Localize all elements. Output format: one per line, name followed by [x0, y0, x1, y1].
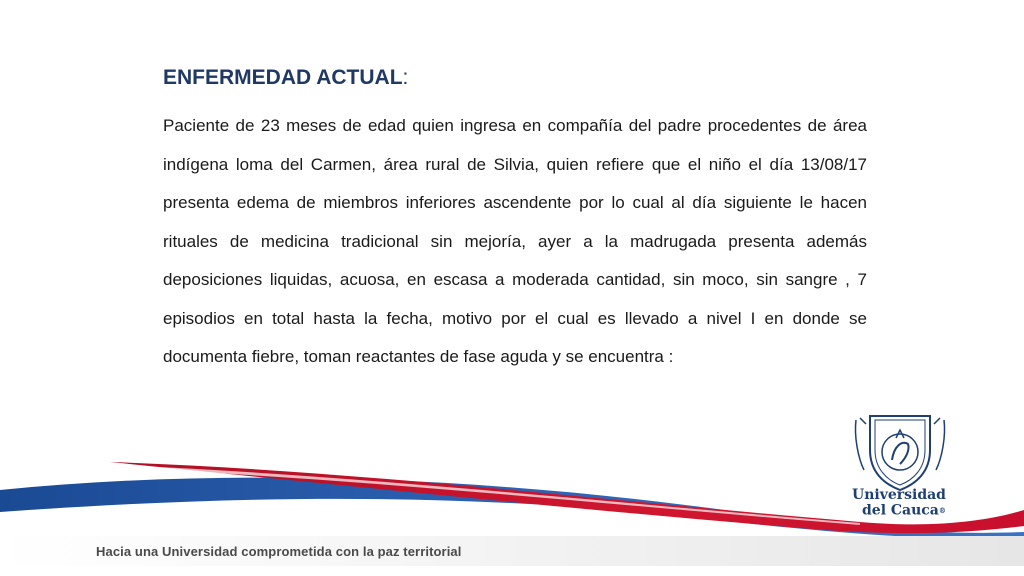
heading-title: ENFERMEDAD ACTUAL: [163, 66, 403, 89]
clinical-paragraph: Paciente de 23 meses de edad quien ingresa en compañía del padre procedentes de área indígena loma del Carmen, área rural de Silvia, quien refiere que el niño el día 13/08/17 presenta edema de miembros inferiores ascendente por lo cual al día siguiente le hacen rituales de medicina tradicional sin mejoría, ayer a la madrugada presenta además deposiciones liquidas, acuosa, en escasa a moderada cantidad, sin moco, sin sangre , 7 episodios en total hasta la fecha, motivo por el cual es llevado a nivel I en donde se documenta fiebre, toman reactantes de fase aguda y se encuentra :: [163, 116, 867, 366]
university-name-line2: del Cauca: [862, 502, 939, 519]
registered-mark: ®: [938, 506, 946, 515]
footer-slogan: Hacia una Universidad comprometida con la paz territorial: [96, 544, 462, 559]
heading-colon: :: [402, 66, 409, 89]
university-seal-icon: [850, 410, 950, 492]
university-name: [852, 488, 962, 519]
section-heading: [163, 66, 408, 90]
university-name-line2-wrap: [852, 503, 962, 519]
university-name-line1: Universidad: [852, 487, 946, 503]
